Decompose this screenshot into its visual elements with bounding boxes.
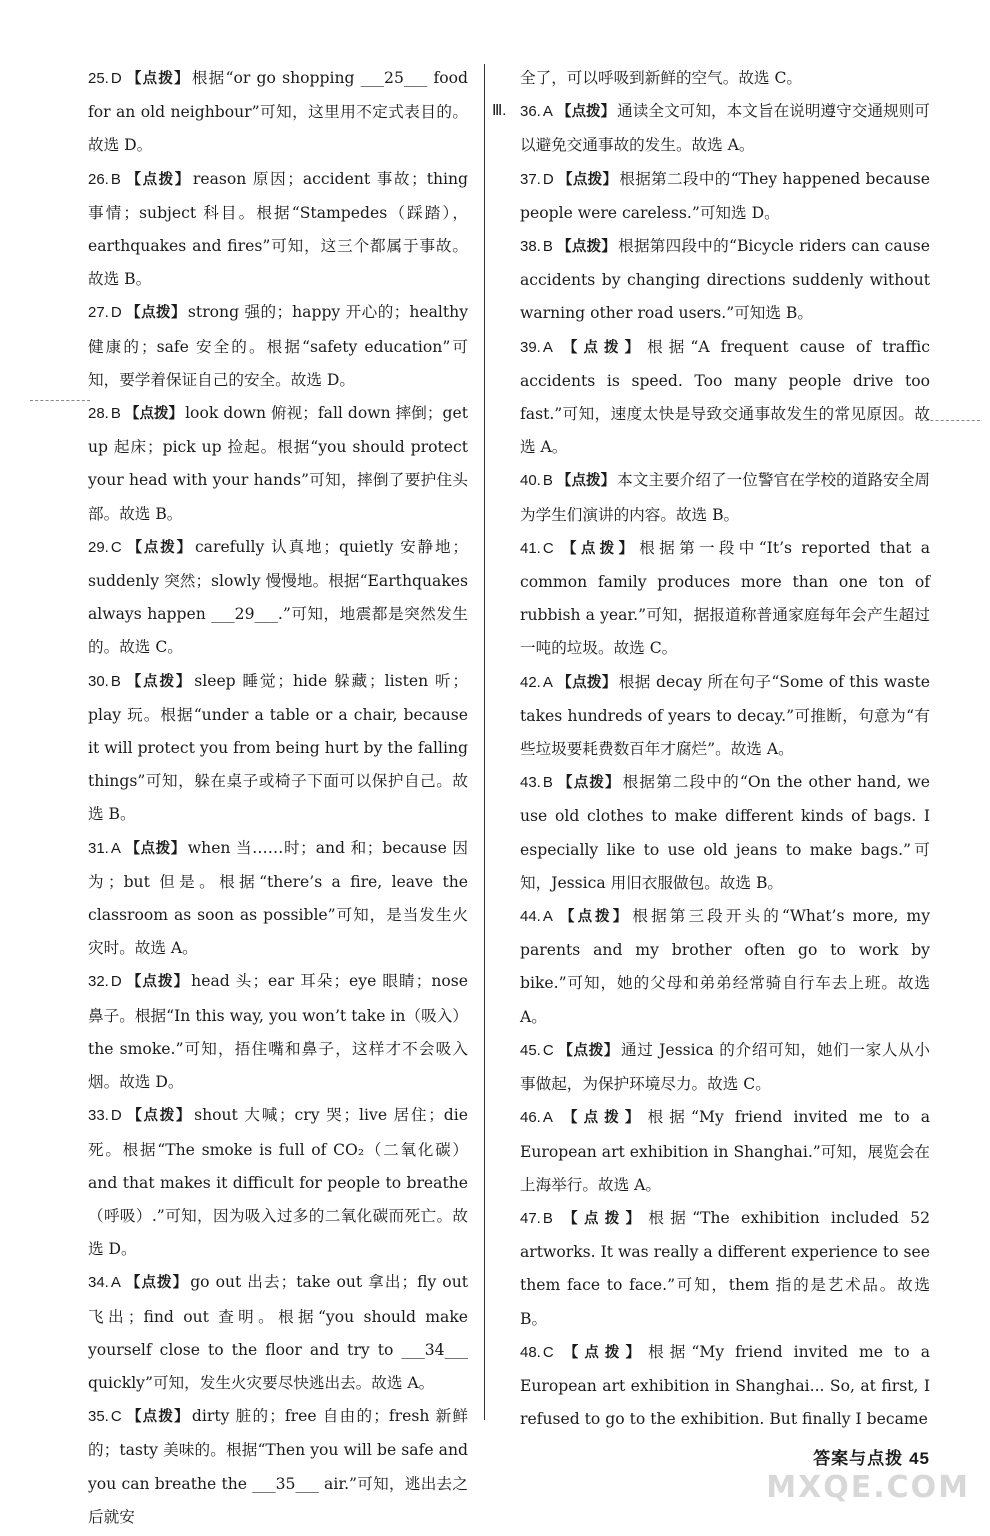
- answer-item: 35. C 【点拨】 dirty 脏的；free 自由的；fresh 新鲜的；tasty 美味的。根据“Then you will be safe and you can breathe the ___35___ air.”可知，逃出去之后就安: [88, 1407, 468, 1526]
- answer-item: 39. A 【点拨】 根据“A frequent cause of traffic accidents is speed. Too many people drive too fast.”可知，速度太快是导致交通事故发生的常见原因。故选 A。: [520, 337, 931, 457]
- answer-item: 43. B 【点拨】 根据第二段中的“On the other hand, we use old clothes to make different kinds of bags. I especially like to use old jeans to make bags.”可知，Jessica 用旧衣服做包。故选 B。: [520, 773, 930, 892]
- answer-item: 33. D 【点拨】 shout 大喊；cry 哭；live 居住；die 死。根据“The smoke is full of CO₂（二氧化碳）and that makes it difficult for people to breathe（呼吸）.”可知，因为吸入过多的二氧化碳而死亡。故选 D。: [88, 1106, 468, 1259]
- answer-item: 44. A 【点拨】 根据第三段开头的“What’s more, my parents and my brother often go to work by bike.”可知，她的父母和弟弟经常骑自行车去上班。故选 A。: [520, 907, 931, 1026]
- page-footer: [813, 1444, 930, 1469]
- section-mark: Ⅲ.: [492, 103, 507, 120]
- answer-item: 38. B 【点拨】 根据第四段中的“Bicycle riders can cause accidents by changing directions suddenly without warning other road users.”可知选 B。: [520, 237, 930, 323]
- footer-label: 答案与点拨: [813, 1449, 904, 1469]
- continuation-text: 全了，可以呼吸到新鲜的空气。故选 C。: [520, 69, 802, 87]
- answer-item: Ⅲ. 36. A 【点拨】 通读全文可知，本文旨在说明遵守交通规则可以避免交通事故的发生。故选 A。: [520, 95, 930, 162]
- answer-item: 32. D 【点拨】 head 头；ear 耳朵；eye 眼睛；nose 鼻子。根据“In this way, you won’t take in（吸入）the smoke.”可知，捂住嘴和鼻子，这样才不会吸入烟。故选 D。: [88, 972, 468, 1092]
- answer-item: 25. D 【点拨】 根据“or go shopping ___25___ food for an old neighbour”可知，这里用不定式表目的。故选 D。: [88, 69, 469, 155]
- answer-item: 45. C 【点拨】 通过 Jessica 的介绍可知，她们一家人从小事做起，为保护环境尽力。故选 C。: [520, 1040, 930, 1094]
- answer-item: 31. A 【点拨】 when 当……时；and 和；because 因为；but 但是。根据“there’s a fire, leave the classroom as soon as possible”可知，是当发生火灾时。故选 A。: [88, 838, 468, 958]
- answer-item: 28. B 【点拨】 look down 俯视；fall down 摔倒；get up 起床；pick up 捡起。根据“you should protect your head with your hands”可知，摔倒了要护住头部。故选 B。: [88, 404, 468, 523]
- answer-item: 46. A 【点拨】 根据“My friend invited me to a European art exhibition in Shanghai.”可知，展览会在上海举行。故选 A。: [520, 1108, 931, 1194]
- answer-item: 27. D 【点拨】 strong 强的；happy 开心的；healthy 健康的；safe 安全的。根据“safety education”可知，要学着保证自己的安全。故选 D。: [88, 303, 469, 389]
- answer-item: 42. A 【点拨】 根据 decay 所在句子“Some of this waste takes hundreds of years to decay.”可推断，句意为“有些垃圾要耗费数百年才腐烂”。故选 A。: [520, 672, 931, 759]
- answer-item: 47. B 【点拨】 根据“The exhibition included 52 artworks. It was really a different experience to see them face to face.”可知，them 指的是艺术品。故选 B。: [520, 1208, 930, 1328]
- answer-item: 48. C 【点拨】 根据“My friend invited me to a European art exhibition in Shanghai... So, at first, I refused to go to the exhibition. But finally I became: [520, 1342, 931, 1429]
- answer-item: 26. B 【点拨】 reason 原因；accident 事故；thing 事情；subject 科目。根据“Stampedes（踩踏），earthquakes and fires”可知，这三个都属于事故。故选 B。: [88, 169, 469, 289]
- left-column: [88, 62, 468, 1534]
- page-number: 45: [909, 1449, 930, 1468]
- answer-item: 40. B 【点拨】 本文主要介绍了一位警官在学校的道路安全周为学生们演讲的内容。故选 B。: [520, 471, 930, 524]
- answer-item: 34. A 【点拨】 go out 出去；take out 拿出；fly out 飞出；find out 查明。根据“you should make yourself close to the floor and try to ___34___ quickly”可知，发生火灾要尽快逃出去。故选 A。: [88, 1273, 469, 1392]
- watermark-logo: MXQE.COM: [766, 1470, 970, 1505]
- column-divider: [484, 64, 485, 1420]
- answer-item: 41. C 【点拨】 根据第一段中“It’s reported that a common family produces more than one ton of rubbish a year.”可知，据报道称普通家庭每年会产生超过一吨的垃圾。故选 C。: [520, 538, 931, 658]
- scan-artifact-left: [30, 400, 90, 401]
- answer-item: 30. B 【点拨】 sleep 睡觉；hide 躲藏；listen 听；play 玩。根据“under a table or a chair, because it will protect you from being hurt by the falling things”可知，躲在桌子或椅子下面可以保护自己。故选 B。: [88, 671, 469, 824]
- right-column: [492, 62, 931, 1436]
- answer-item: 37. D 【点拨】 根据第二段中的“They happened because people were careless.”可知选 D。: [520, 169, 931, 222]
- answer-item: 29. C 【点拨】 carefully 认真地；quietly 安静地；suddenly 突然；slowly 慢慢地。根据“Earthquakes always happen ___29___.”可知，地震都是突然发生的。故选 C。: [88, 537, 469, 657]
